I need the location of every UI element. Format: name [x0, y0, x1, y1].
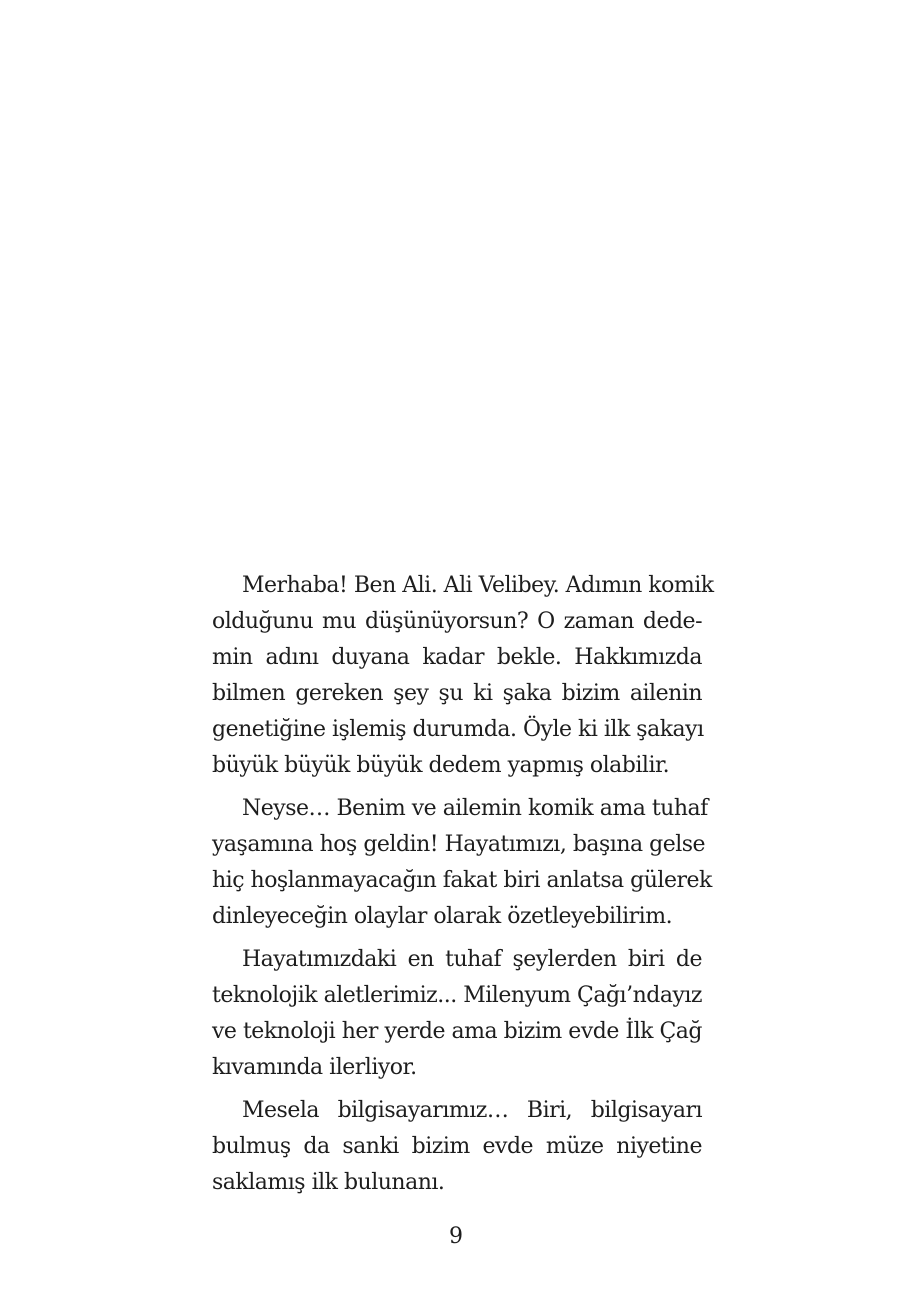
text-line: Hayatımızdaki en tuhaf şeylerden biri de [242, 947, 702, 972]
text-line: teknolojik aletlerimiz... Milenyum Çağı’ndayız [212, 983, 702, 1008]
text-line: Merhaba! Ben Ali. Ali Velibey. Adımın komik [242, 573, 714, 598]
text-line: kıvamında ilerliyor. [212, 1055, 417, 1080]
paragraph-1 [212, 568, 714, 784]
text-line: dinleyeceğin olaylar olarak özetleyebilirim. [212, 904, 673, 929]
paragraph-3 [212, 942, 702, 1086]
text-line: hiç hoşlanmayacağın fakat biri anlatsa gülerek [212, 868, 712, 893]
text-line: Neyse… Benim ve ailemin komik ama tuhaf [242, 796, 708, 821]
text-line: olduğunu mu düşünüyorsun? O zaman dede- [212, 609, 702, 634]
text-line: saklamış ilk bulunanı. [212, 1170, 445, 1195]
text-line: büyük büyük büyük dedem yapmış olabilir. [212, 753, 670, 778]
page-number: 9 [449, 1224, 463, 1249]
text-line: bilmen gereken şey şu ki şaka bizim ailenin [212, 681, 702, 706]
text-line: ve teknoloji her yerde ama bizim evde İlk Çağ [212, 1019, 702, 1044]
text-line: Mesela bilgisayarımız… Biri, bilgisayarı [242, 1098, 702, 1123]
paragraph-2 [212, 791, 712, 935]
text-line: min adını duyana kadar bekle. Hakkımızda [212, 645, 702, 670]
paragraph-4 [212, 1093, 702, 1201]
text-line: yaşamına hoş geldin! Hayatımızı, başına gelse [212, 832, 706, 857]
text-line: genetiğine işlemiş durumda. Öyle ki ilk şakayı [212, 717, 704, 742]
text-line: bulmuş da sanki bizim evde müze niyetine [212, 1134, 702, 1159]
body-text [212, 568, 714, 1208]
